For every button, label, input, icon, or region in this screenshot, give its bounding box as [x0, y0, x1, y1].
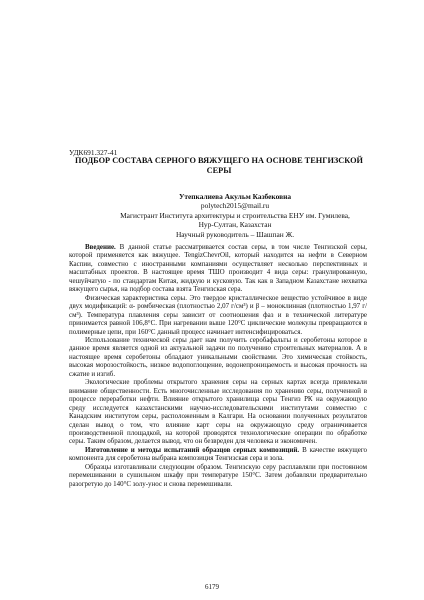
paragraph-intro [69, 243, 367, 294]
methods-heading: Изготовление и методы испытаний образцов серных композиций. [85, 445, 300, 454]
paragraph-methods [69, 446, 367, 463]
article-title: ПОДБОР СОСТАВА СЕРНОГО ВЯЖУЩЕГО НА ОСНОВЕ ТЕНГИЗСКОЙ СЕРЫ [74, 156, 364, 175]
paragraph-usage: Использование технической серы дает нам получить серобафальты и серобетоны которое в данное время является одной из актуальной задачи по получению строительных материалов. А в настоящее время серобетоны обладают уникальными свойствами. Это химическая стойкость, высокая морозостойкость, низкое водопоглощение, водонепроницаемость и высокая прочность на сжатие и изгиб. [69, 335, 367, 378]
methods-text: В качестве вяжущего компонента для серобетона выбрана композиция Тенгизская сера и зола. [69, 445, 367, 463]
udk-code: УДК691.327-41 [69, 148, 118, 157]
author-supervisor: Научный руководитель – Шашпан Ж. [175, 229, 295, 239]
paragraph-physical: Физическая характеристика серы. Это твердое кристаллическое вещество устойчивое в виде двух модификаций: α- ромбическая (плотностью 2,07 г/см³) и β – моноклинная (плотностью 1,97 г/см³). Температура плавления серы зависит от соотношения фаз и в технической литературе принимается равной 106,8°С. При нагревании выше 120°С циклические молекулы превращаются в полимерные цепи, при 160°С данный процесс начинает интенсифицироваться. [69, 293, 367, 336]
page-number: 6179 [205, 583, 219, 591]
paragraph-ecology: Экологические проблемы открытого хранения серы на серных картах всегда привлекали внимание общественности. Есть многочисленные исследования по хранению серы, полученной в процессе переработки нефти. Влияние открытого хранилища серы Тенгиз РК на окружающую среду исследуется казахстанскими научно-исследовательскими институтами совместно с Канадским институтом серы, расположенным в Калгари. На основании полученных результатов сделан вывод о том, что влияние карт серы на окружающую среду ограничивается производственной площадкой, на которой проводятся технологические операции по обработке серы. Таким образом, делается вывод, что он безвреден для человека и экономичен. [69, 378, 367, 446]
intro-text: В данной статье рассматривается состав серы, в том числе Тенгизской серы, которой применяется как вяжущее. TengizChevrOil, который находится на нефти в Северном Каспии, совместно с иностранными компаниями осуществляет несколько перспективных и масштабных проектов. В настоящее время ТШО производит 4 вида серы: гранулированную, чешуйчатую - по стандартам Китая, жидкую и кусковую. Так как в Западном Казахстане нехватка вяжущего сырья, на подбор состава взята Тенгизская сера. [69, 243, 367, 294]
author-city: Нур-Султан, Казахстан [198, 220, 272, 230]
author-block [90, 192, 380, 239]
author-email[interactable]: polytech2015@mail.ru [200, 201, 270, 211]
intro-heading: Введение. [85, 243, 116, 251]
paragraph-samples: Образцы изготавливали следующим образом. Тенгизскую серу расплавляли при постоянном перемешивании в сушильном шкафу при температуре 150°С. Затем добавляли предварительно разогретую до 140°С золу-унос и снова перемешивали. [69, 462, 367, 488]
article-body [69, 243, 367, 488]
author-affiliation: Магистрант Института архитектуры и строительства ЕНУ им. Гумилева, [120, 210, 350, 220]
author-name: Утепкалиева Акульм Казбековна [178, 192, 292, 201]
